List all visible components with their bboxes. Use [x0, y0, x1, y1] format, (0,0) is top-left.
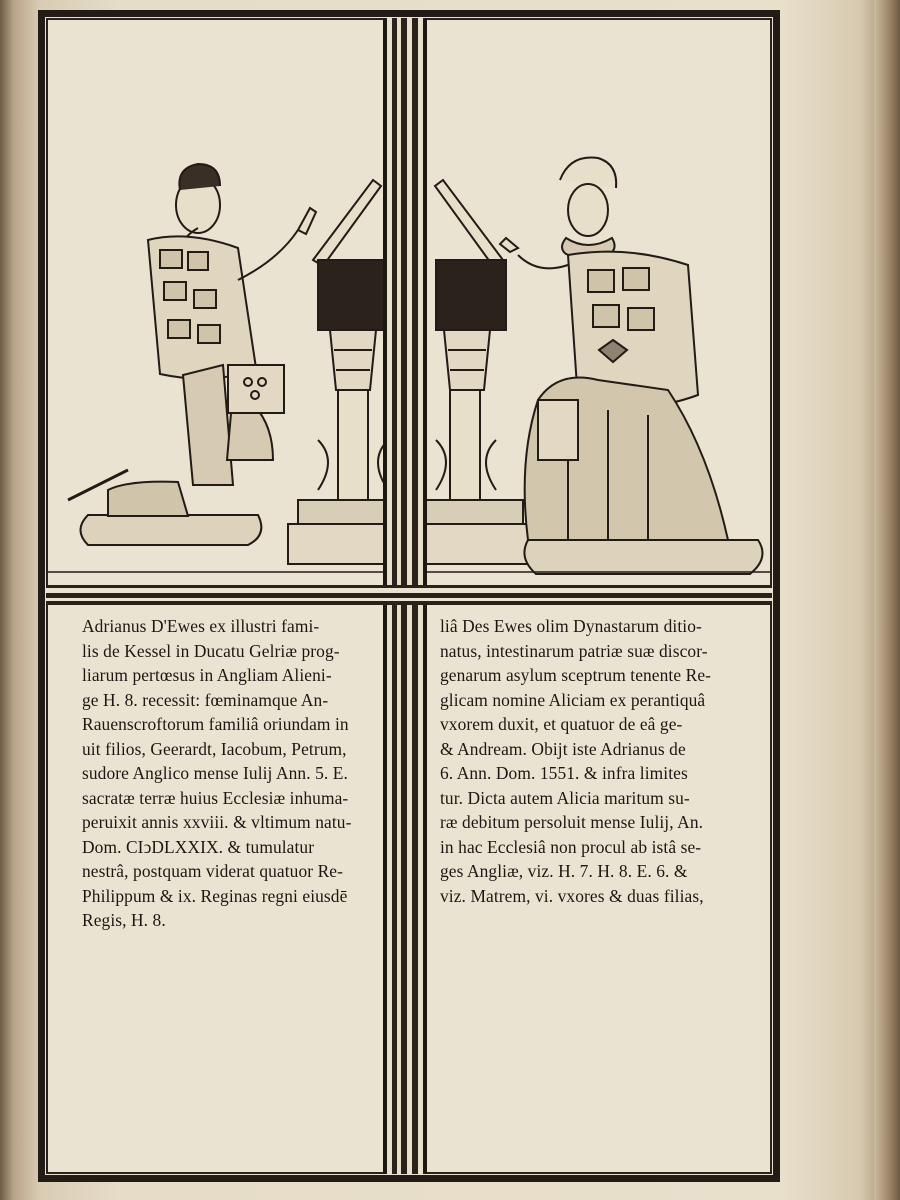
text-line: Dom. CIↄDLXXIX. & tumulatur	[82, 836, 315, 857]
text-line: peruixit annis xxviii. & vltimum natu-	[82, 812, 352, 832]
text-line: & Andream. Obijt iste Adrianus de	[440, 738, 686, 759]
text-line: ge H. 8. recessit: fœminamque An-	[82, 689, 329, 710]
text-line: uit filios, Geerardt, Iacobum, Petrum,	[82, 738, 347, 759]
horizontal-divider	[46, 585, 772, 605]
kneeling-lady-figure	[500, 157, 763, 574]
text-line: vxorem duxit, et quatuor de eâ ge-	[440, 714, 683, 734]
right-prayer-desk	[416, 180, 530, 564]
text-line: liâ Des Ewes olim Dynastarum ditio-	[440, 616, 702, 636]
text-line: sacratæ terræ huius Ecclesiæ inhuma-	[82, 787, 349, 808]
kneeling-knight-figure	[68, 164, 316, 545]
text-line: Rauenscroftorum familiâ oriundam in	[82, 714, 349, 734]
text-line: Regis, H. 8.	[82, 910, 166, 930]
text-line: 6. Ann. Dom. 1551. & infra limites	[440, 763, 688, 783]
text-line: in hac Ecclesiâ non procul ab istâ se-	[440, 836, 702, 857]
right-text-column	[440, 614, 758, 908]
text-line: Adrianus D'Ewes ex illustri fami-	[82, 616, 320, 636]
text-line: lis de Kessel in Ducatu Gelriæ prog-	[82, 640, 340, 661]
text-line: liarum pertœsus in Angliam Alieni-	[82, 665, 332, 685]
text-line: natus, intestinarum patriæ suæ discor-	[440, 640, 708, 661]
page-edge	[874, 0, 900, 1200]
text-line: tur. Dicta autem Alicia maritum su-	[440, 787, 690, 808]
text-line: ræ debitum persoluit mense Iulij, An.	[440, 812, 704, 832]
left-text-column	[82, 614, 378, 933]
text-line: genarum asylum sceptrum tenente Re-	[440, 665, 712, 685]
text-line: sudore Anglico mense Iulij Ann. 5. E.	[82, 763, 348, 783]
text-line: nestrâ, postquam viderat quatuor Re-	[82, 861, 344, 881]
text-line: viz. Matrem, vi. vxores & duas filias,	[440, 885, 704, 906]
text-line: Philippum & ix. Reginas regni eiusdē	[82, 885, 348, 906]
text-line: glicam nomine Aliciam ex perantiquâ	[440, 689, 706, 710]
text-line: ges Angliæ, viz. H. 7. H. 8. E. 6. &	[440, 861, 688, 881]
